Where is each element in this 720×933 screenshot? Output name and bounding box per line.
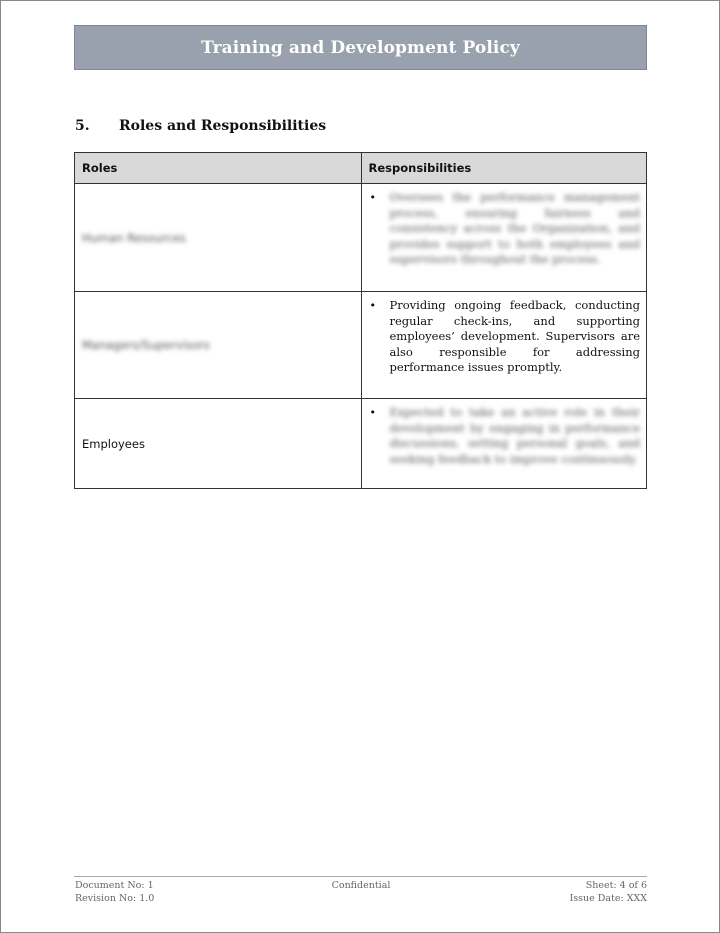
responsibility-text: Providing ongoing feedback, conducting regular check-ins, and supporting employees’ development. Supervisors are also responsible for addressing performance issues promptly. — [389, 298, 640, 374]
bullet-icon: • — [369, 299, 376, 312]
column-header-roles: Roles — [75, 153, 362, 184]
role-name: Managers/Supervisors — [82, 338, 210, 352]
table-header-row — [75, 153, 647, 184]
footer-classification: Confidential — [331, 880, 391, 891]
issue-date: Issue Date: XXX — [569, 893, 647, 904]
table-row — [75, 292, 647, 399]
bullet-icon: • — [369, 406, 376, 419]
bullet-icon: • — [369, 191, 376, 204]
role-cell — [75, 184, 362, 292]
footer-right — [570, 879, 648, 905]
document-number: Document No: 1 — [75, 880, 154, 891]
section-title: Roles and Responsibilities — [119, 118, 327, 134]
column-header-responsibilities: Responsibilities — [361, 153, 647, 184]
document-title: Training and Development Policy — [201, 37, 520, 58]
role-name: Employees — [82, 436, 145, 451]
role-cell — [75, 292, 362, 399]
responsibility-cell — [361, 184, 647, 292]
footer-divider — [74, 876, 647, 877]
roles-responsibilities-table — [74, 152, 647, 489]
table-row — [75, 399, 647, 489]
role-name: Human Resources — [82, 230, 186, 245]
responsibility-cell — [361, 292, 647, 399]
bullet-item — [368, 405, 641, 467]
bullet-item — [368, 298, 641, 376]
sheet-number: Sheet: 4 of 6 — [585, 880, 647, 891]
responsibility-cell — [361, 399, 647, 489]
responsibility-text: Oversees the performance management process, ensuring fairness and consistency across the Organization, and provides support to both employees and supervisors throughout the process. — [389, 190, 640, 266]
revision-number: Revision No: 1.0 — [75, 893, 155, 904]
responsibility-text: Expected to take an active role in their development by engaging in performance discussions, setting personal goals, and seeking feedback to improve continuously. — [389, 405, 640, 466]
section-heading — [75, 118, 326, 134]
bullet-item — [368, 190, 641, 268]
header-banner — [74, 25, 647, 70]
table-row — [75, 184, 647, 292]
role-cell — [75, 399, 362, 489]
section-number: 5. — [75, 118, 90, 134]
